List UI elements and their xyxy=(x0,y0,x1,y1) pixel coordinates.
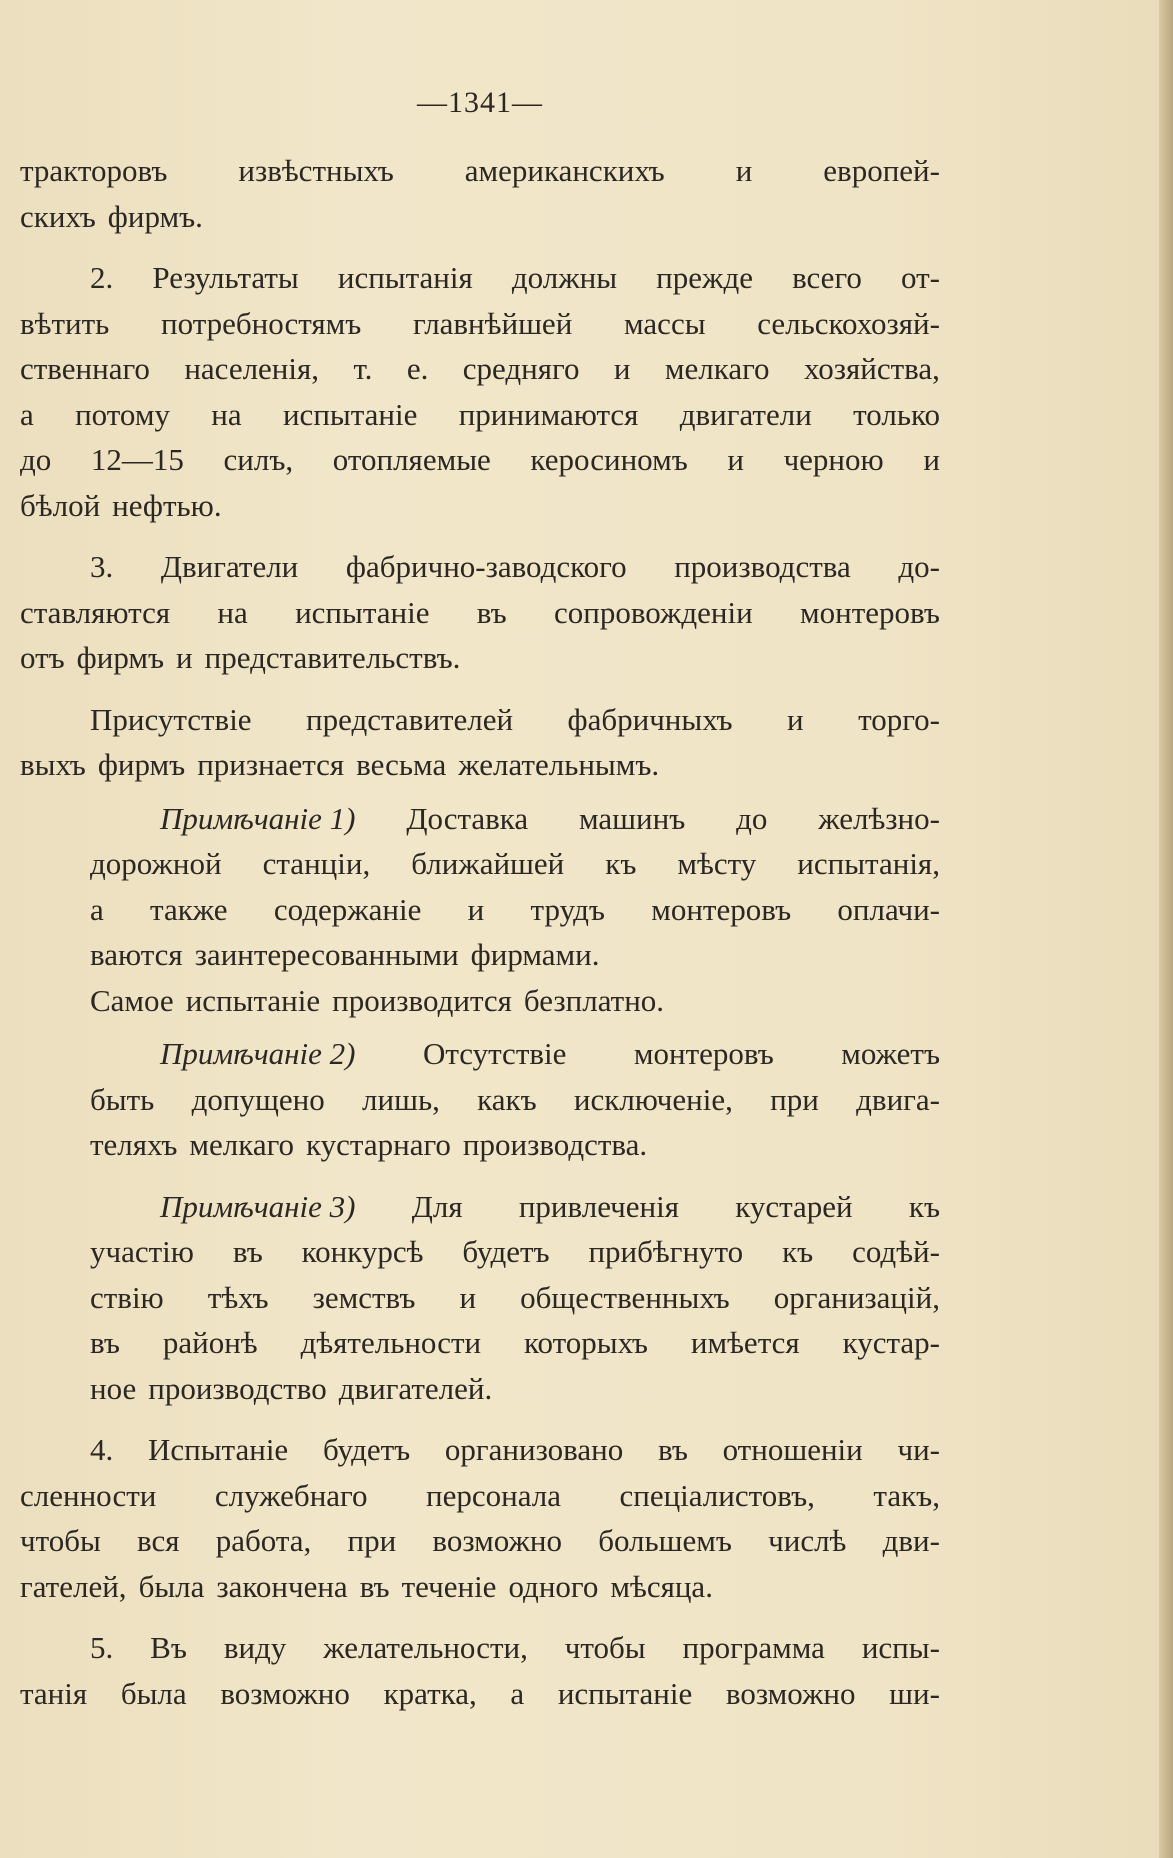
word: Результаты xyxy=(152,260,299,295)
text-line xyxy=(20,1275,940,1321)
word: дорожной xyxy=(90,846,222,881)
word: хозяйства, xyxy=(803,351,940,386)
word: монтеровъ xyxy=(800,594,940,630)
text-line xyxy=(20,483,940,529)
word: тракторовъ xyxy=(20,153,168,188)
word: фирмами. xyxy=(470,937,600,972)
text-line xyxy=(20,1366,940,1412)
word: 4. xyxy=(90,1432,114,1467)
text-line xyxy=(20,742,940,788)
text-line xyxy=(20,1229,940,1275)
paragraph-gap xyxy=(20,1023,940,1031)
word: общественныхъ xyxy=(520,1279,730,1315)
word: испытаніе xyxy=(282,396,418,432)
word: желѣзно- xyxy=(818,800,940,836)
word: организацій, xyxy=(773,1279,940,1315)
word: потребностямъ xyxy=(161,305,362,341)
word: потому xyxy=(75,396,170,432)
text-line xyxy=(20,1031,940,1077)
word: извѣстныхъ xyxy=(238,153,394,188)
word: выхъ xyxy=(20,747,86,782)
word: желательнымъ. xyxy=(458,747,660,782)
word: быть xyxy=(90,1081,155,1117)
word: производится xyxy=(332,982,512,1018)
word: на xyxy=(211,396,242,432)
text-line xyxy=(20,1184,940,1230)
note-label: Примѣчаніе 2) xyxy=(160,1036,356,1071)
word: ное xyxy=(90,1370,137,1406)
word: сельскохозяй- xyxy=(757,305,940,341)
text-line xyxy=(20,1564,940,1610)
text-line xyxy=(20,635,940,681)
word: т. xyxy=(353,351,373,386)
word: бѣлой xyxy=(20,487,101,523)
word: спеціалистовъ, xyxy=(619,1477,815,1513)
word: теченіе xyxy=(401,1568,497,1604)
paragraph xyxy=(20,1427,940,1609)
word: мѣсяца. xyxy=(610,1568,713,1604)
text-line xyxy=(20,1427,940,1473)
word: возможно xyxy=(432,1523,562,1558)
word: ствію xyxy=(90,1279,164,1315)
word: фабрично-заводского xyxy=(345,549,627,584)
word: американскихъ xyxy=(464,153,665,188)
word: можетъ xyxy=(841,1036,940,1071)
word: вѣтить xyxy=(20,305,110,341)
word: машинъ xyxy=(579,800,686,836)
word: сопровожденіи xyxy=(553,594,753,630)
text-line xyxy=(20,1518,940,1564)
paragraph-gap xyxy=(20,1411,940,1427)
word: гателей, xyxy=(20,1568,127,1604)
word: фабричныхъ xyxy=(567,701,733,737)
word: принимаются xyxy=(458,396,639,432)
word: до xyxy=(736,800,768,836)
text-line xyxy=(20,590,940,636)
word: и xyxy=(467,891,485,927)
text-line xyxy=(20,841,940,887)
word: представительствъ. xyxy=(204,640,461,675)
word: Въ xyxy=(150,1630,187,1665)
text-line xyxy=(20,392,940,438)
word: и xyxy=(787,701,804,737)
word: станціи, xyxy=(262,846,371,881)
word: имѣется xyxy=(690,1325,800,1360)
word: которыхъ xyxy=(524,1325,648,1360)
word: дѣятельности xyxy=(300,1325,482,1360)
paragraph xyxy=(20,978,940,1024)
word: монтеровъ xyxy=(633,1036,774,1071)
paragraph xyxy=(20,148,940,239)
word: а xyxy=(90,891,104,927)
word: испытанія xyxy=(337,260,473,295)
word: чтобы xyxy=(20,1523,101,1558)
word: двигатели xyxy=(679,396,812,432)
text-line xyxy=(20,697,940,743)
word: въ xyxy=(359,1568,390,1604)
word: производства. xyxy=(462,1127,648,1162)
word: и xyxy=(613,351,631,386)
word: производство xyxy=(148,1370,327,1406)
word: оплачи- xyxy=(837,891,940,927)
word: работа, xyxy=(215,1523,312,1558)
word: при xyxy=(347,1523,397,1558)
word: черною xyxy=(783,442,884,477)
word: желательности, xyxy=(323,1630,528,1665)
word: въ xyxy=(657,1432,688,1467)
word: главнѣйшей xyxy=(413,305,573,341)
word: весьма xyxy=(356,747,447,782)
word: Для xyxy=(411,1188,463,1224)
word: исключеніе, xyxy=(573,1081,733,1117)
word: числѣ xyxy=(768,1523,847,1558)
word: и xyxy=(923,442,940,477)
word: возможно xyxy=(220,1675,350,1711)
note-paragraph xyxy=(20,796,940,978)
word: а xyxy=(20,396,34,432)
word: 12—15 xyxy=(90,442,184,477)
word: 2. xyxy=(90,260,114,295)
word: лишь, xyxy=(362,1081,440,1117)
word: въ xyxy=(476,594,507,630)
word: должны xyxy=(511,260,618,295)
text-line xyxy=(20,1320,940,1366)
paragraph-gap xyxy=(20,681,940,697)
word: Испытаніе xyxy=(147,1432,289,1467)
word: 3. xyxy=(90,549,114,584)
word: вся xyxy=(137,1523,180,1558)
word: возможно xyxy=(725,1675,856,1711)
word: отъ xyxy=(20,640,65,675)
word: скихъ xyxy=(20,198,96,234)
word: ши- xyxy=(889,1675,940,1711)
paragraph-gap xyxy=(20,1168,940,1184)
word: испы- xyxy=(861,1630,940,1665)
word: заинтересованными xyxy=(194,937,459,972)
word: кратка, xyxy=(383,1675,477,1711)
word: допущено xyxy=(191,1081,325,1117)
paragraph xyxy=(20,544,940,681)
word: фирмъ xyxy=(76,640,165,675)
word: от- xyxy=(901,260,940,295)
text-line xyxy=(20,932,940,978)
word: нефтью. xyxy=(112,487,222,523)
note-paragraph xyxy=(20,1031,940,1168)
text-line xyxy=(20,301,940,347)
word: чтобы xyxy=(564,1630,646,1665)
word: отношеніи xyxy=(722,1432,863,1467)
word: массы xyxy=(624,305,706,341)
word: въ xyxy=(90,1325,120,1360)
text-line xyxy=(20,148,940,194)
word: е. xyxy=(406,351,429,386)
word: прибѣгнуто xyxy=(588,1234,744,1269)
text-line xyxy=(20,194,940,240)
word: такъ, xyxy=(873,1477,940,1513)
text-line xyxy=(20,1671,940,1717)
word: ставляются xyxy=(20,594,171,630)
word: до xyxy=(20,442,52,477)
word: средняго xyxy=(462,351,580,386)
paragraph-gap xyxy=(20,528,940,544)
word: конкурсѣ xyxy=(301,1234,424,1269)
word: будетъ xyxy=(462,1234,550,1269)
word: а xyxy=(510,1675,525,1711)
word: трудъ xyxy=(530,891,605,927)
word: будетъ xyxy=(322,1432,411,1467)
word: и xyxy=(176,640,193,675)
page-body xyxy=(20,148,940,1716)
paragraph-gap xyxy=(20,239,940,255)
word: испытаніе xyxy=(295,594,430,630)
word: содержаніе xyxy=(273,891,422,927)
word: организовано xyxy=(444,1432,624,1467)
text-line xyxy=(20,1077,940,1123)
word: въ xyxy=(232,1234,263,1269)
word: ближайшей xyxy=(411,846,565,881)
word: къ xyxy=(908,1188,940,1224)
word: тѣхъ xyxy=(207,1279,269,1315)
word: мѣсту xyxy=(677,846,757,881)
word: двига- xyxy=(856,1081,940,1117)
word: фирмъ. xyxy=(107,198,203,234)
word: на xyxy=(217,594,248,630)
word: кустарей xyxy=(735,1188,853,1224)
word: Отсутствіе xyxy=(422,1036,567,1071)
word: одного xyxy=(508,1568,599,1604)
word: двигателей. xyxy=(338,1370,493,1406)
word: керосиномъ xyxy=(530,442,688,477)
word: закончена xyxy=(216,1568,348,1604)
word: чи- xyxy=(897,1432,940,1467)
text-line xyxy=(20,1473,940,1519)
word: испытаніе xyxy=(557,1675,693,1711)
word: признается xyxy=(197,747,345,782)
word: районѣ xyxy=(162,1325,258,1360)
word: Доставка xyxy=(406,800,529,836)
paragraph-gap xyxy=(20,788,940,796)
word: привлеченія xyxy=(518,1188,679,1224)
word: большемъ xyxy=(598,1523,732,1558)
paragraph xyxy=(20,1625,940,1716)
word: мелкаго xyxy=(189,1127,295,1162)
word: торго- xyxy=(858,701,940,737)
word: къ xyxy=(782,1234,814,1269)
word: силъ, xyxy=(223,442,294,477)
word: испытанія, xyxy=(797,846,940,881)
word: была xyxy=(138,1568,205,1604)
text-line xyxy=(20,1625,940,1671)
word: ственнаго xyxy=(20,351,150,386)
word: сленности xyxy=(20,1477,157,1513)
note-label: Примѣчаніе 3) xyxy=(160,1188,356,1224)
text-line xyxy=(20,1122,940,1168)
word: кустар- xyxy=(842,1325,940,1360)
word: дви- xyxy=(882,1523,940,1558)
word: монтеровъ xyxy=(651,891,792,927)
text-line xyxy=(20,255,940,301)
word: виду xyxy=(223,1630,287,1665)
word: прежде xyxy=(656,260,753,295)
paragraph-gap xyxy=(20,1609,940,1625)
word: земствъ xyxy=(312,1279,416,1315)
word: и xyxy=(727,442,744,477)
word: какъ xyxy=(477,1081,537,1117)
word: производства xyxy=(674,549,851,584)
word: участію xyxy=(90,1234,194,1269)
word: Присутствіе xyxy=(90,701,252,737)
word: ваются xyxy=(90,937,183,972)
word: всего xyxy=(792,260,862,295)
word: программа xyxy=(682,1630,825,1665)
word: 5. xyxy=(90,1630,114,1665)
text-line xyxy=(20,437,940,483)
word: кустарнаго xyxy=(306,1127,451,1162)
paragraph xyxy=(20,697,940,788)
word: и xyxy=(735,153,753,188)
text-line xyxy=(20,346,940,392)
page-number: —1341— xyxy=(417,86,543,119)
word: танія xyxy=(20,1675,88,1711)
word: Двигатели xyxy=(160,549,299,584)
text-line xyxy=(20,796,940,842)
text-line xyxy=(20,544,940,590)
text-line xyxy=(20,978,940,1024)
word: европей- xyxy=(823,153,940,188)
word: также xyxy=(150,891,228,927)
word: населенія, xyxy=(184,351,320,386)
word: была xyxy=(120,1675,187,1711)
word: представителей xyxy=(306,701,514,737)
word: до- xyxy=(898,549,940,584)
note-label: Примѣчаніе 1) xyxy=(160,800,356,836)
word: Самое xyxy=(90,982,174,1018)
word: безплатно. xyxy=(523,982,665,1018)
word: при xyxy=(770,1081,819,1117)
paragraph xyxy=(20,255,940,528)
word: и xyxy=(459,1279,477,1315)
word: содѣй- xyxy=(852,1234,940,1269)
word: только xyxy=(853,396,940,432)
word: мелкаго xyxy=(664,351,770,386)
word: фирмъ xyxy=(97,747,186,782)
note-paragraph xyxy=(20,1184,940,1412)
word: отопляемые xyxy=(332,442,491,477)
word: испытаніе xyxy=(185,982,321,1018)
word: служебнаго xyxy=(214,1477,368,1513)
text-line xyxy=(20,887,940,933)
word: теляхъ xyxy=(90,1127,178,1162)
page-edge xyxy=(1159,0,1173,1858)
word: къ xyxy=(605,846,637,881)
word: персонала xyxy=(426,1477,561,1513)
